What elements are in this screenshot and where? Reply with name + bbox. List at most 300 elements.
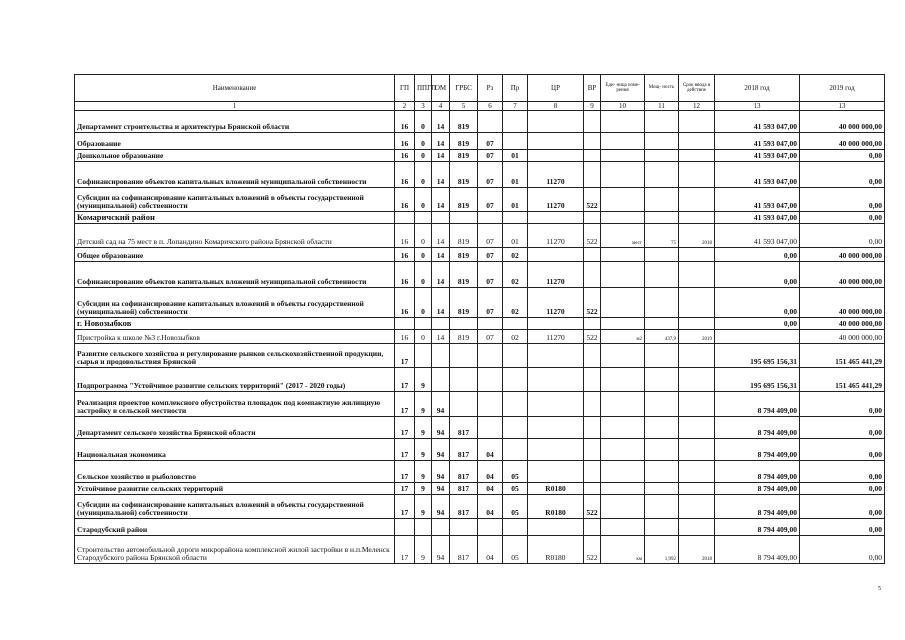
cell-2019: 40 000 000,00 (800, 248, 885, 262)
table-row (75, 368, 885, 392)
cell-2018: 41 593 047,00 (715, 224, 800, 248)
cell-2019: 0,00 (800, 150, 885, 162)
cell-om: 94 (432, 495, 450, 519)
cell-unit: км (601, 536, 645, 564)
cell-capacity (645, 368, 679, 392)
cell-vr: 522 (584, 188, 601, 212)
cell-pr: 05 (503, 483, 528, 495)
cell-unit (601, 111, 645, 133)
cell-om: 14 (432, 111, 450, 133)
cell-unit (601, 162, 645, 188)
cell-2018: 41 593 047,00 (715, 188, 800, 212)
header-number: 3 (415, 102, 432, 111)
cell-grbs (450, 368, 478, 392)
cell-term (679, 162, 715, 188)
cell-cr: 11270 (528, 162, 584, 188)
cell-pr: 01 (503, 224, 528, 248)
cell-cr: 11270 (528, 288, 584, 318)
cell-pr (503, 392, 528, 417)
cell-name: Стародубский район (75, 519, 395, 536)
cell-vr (584, 483, 601, 495)
cell-2018: 41 593 047,00 (715, 111, 800, 133)
cell-unit (601, 417, 645, 439)
cell-term (679, 212, 715, 224)
cell-grbs: 819 (450, 162, 478, 188)
cell-2018: 41 593 047,00 (715, 150, 800, 162)
cell-pr (503, 439, 528, 461)
cell-unit (601, 318, 645, 330)
header-capacity: Мощ- ность (645, 75, 679, 102)
cell-vr (584, 344, 601, 368)
cell-capacity: 75 (645, 224, 679, 248)
cell-om: 14 (432, 162, 450, 188)
cell-unit (601, 519, 645, 536)
cell-gp (395, 318, 415, 330)
cell-vr: 522 (584, 495, 601, 519)
cell-term (679, 417, 715, 439)
cell-vr (584, 417, 601, 439)
table-row (75, 495, 885, 519)
cell-gp: 17 (395, 461, 415, 483)
cell-om (432, 344, 450, 368)
cell-pr: 01 (503, 188, 528, 212)
cell-vr (584, 111, 601, 133)
cell-cr (528, 150, 584, 162)
cell-2019: 40 000 000,00 (800, 111, 885, 133)
cell-gp: 16 (395, 224, 415, 248)
cell-term (679, 519, 715, 536)
cell-grbs: 819 (450, 150, 478, 162)
header-number: 10 (601, 102, 645, 111)
header-number: 11 (645, 102, 679, 111)
table-row (75, 288, 885, 318)
header-grbs: ГРБС (450, 75, 478, 102)
table-row (75, 330, 885, 344)
cell-term (679, 111, 715, 133)
cell-name: Комаричский район (75, 212, 395, 224)
cell-ppgp: 0 (415, 248, 432, 262)
cell-ppgp (415, 318, 432, 330)
cell-pr: 02 (503, 248, 528, 262)
cell-om: 14 (432, 262, 450, 288)
header-pr: Пр (503, 75, 528, 102)
cell-rz: 04 (478, 536, 503, 564)
cell-ppgp: 0 (415, 150, 432, 162)
cell-name: Подпрограмма "Устойчивое развитие сельских территорий" (2017 - 2020 годы) (75, 368, 395, 392)
cell-vr (584, 162, 601, 188)
cell-term (679, 262, 715, 288)
cell-2018: 41 593 047,00 (715, 162, 800, 188)
cell-grbs: 819 (450, 224, 478, 248)
cell-rz: 07 (478, 224, 503, 248)
cell-2019: 0,00 (800, 188, 885, 212)
cell-cr (528, 248, 584, 262)
header-row (75, 75, 885, 102)
cell-pr: 05 (503, 536, 528, 564)
header-2018: 2018 год (715, 75, 800, 102)
table-row (75, 111, 885, 133)
cell-rz: 07 (478, 150, 503, 162)
cell-term (679, 248, 715, 262)
cell-vr (584, 392, 601, 417)
cell-pr (503, 519, 528, 536)
cell-name: г. Новозыбков (75, 318, 395, 330)
table-row (75, 162, 885, 188)
cell-capacity (645, 439, 679, 461)
cell-grbs (450, 344, 478, 368)
cell-name: Строительство автомобильной дороги микрорайона комплексной жилой застройки в н.п.Меленск Стародубского района Брянской области (75, 536, 395, 564)
cell-term: 2018 (679, 536, 715, 564)
cell-2019: 0,00 (800, 392, 885, 417)
cell-pr (503, 417, 528, 439)
cell-2018: 195 695 156,31 (715, 344, 800, 368)
cell-om: 94 (432, 461, 450, 483)
cell-2018: 8 794 409,00 (715, 536, 800, 564)
cell-rz (478, 519, 503, 536)
cell-unit (601, 188, 645, 212)
cell-capacity (645, 495, 679, 519)
cell-gp (395, 519, 415, 536)
cell-gp: 17 (395, 368, 415, 392)
cell-term (679, 461, 715, 483)
cell-cr (528, 439, 584, 461)
cell-ppgp: 9 (415, 368, 432, 392)
cell-om: 94 (432, 439, 450, 461)
cell-name: Сельское хозяйство и рыболовство (75, 461, 395, 483)
cell-2018 (715, 330, 800, 344)
cell-grbs: 817 (450, 439, 478, 461)
cell-grbs (450, 392, 478, 417)
cell-cr: 11270 (528, 224, 584, 248)
cell-capacity: 437,9 (645, 330, 679, 344)
table-row (75, 212, 885, 224)
cell-pr: 01 (503, 150, 528, 162)
cell-unit (601, 133, 645, 150)
cell-ppgp: 0 (415, 330, 432, 344)
table-row (75, 461, 885, 483)
cell-cr: 11270 (528, 262, 584, 288)
cell-ppgp (415, 212, 432, 224)
cell-rz (478, 111, 503, 133)
cell-rz: 07 (478, 188, 503, 212)
cell-rz: 07 (478, 330, 503, 344)
cell-2019: 151 465 441,29 (800, 344, 885, 368)
header-number: 13 (715, 102, 800, 111)
cell-2018: 0,00 (715, 262, 800, 288)
cell-unit (601, 439, 645, 461)
cell-vr: 522 (584, 536, 601, 564)
cell-gp: 17 (395, 392, 415, 417)
cell-2018: 0,00 (715, 288, 800, 318)
cell-gp: 16 (395, 188, 415, 212)
cell-om (432, 368, 450, 392)
header-number: 4 (432, 102, 450, 111)
cell-name: Департамент сельского хозяйства Брянской области (75, 417, 395, 439)
cell-2018: 0,00 (715, 318, 800, 330)
header-cr: ЦР (528, 75, 584, 102)
cell-term (679, 150, 715, 162)
cell-2019: 0,00 (800, 495, 885, 519)
cell-vr (584, 248, 601, 262)
table-row (75, 133, 885, 150)
cell-grbs: 817 (450, 483, 478, 495)
cell-2018: 8 794 409,00 (715, 461, 800, 483)
cell-ppgp: 0 (415, 188, 432, 212)
cell-grbs: 819 (450, 288, 478, 318)
cell-2018: 41 593 047,00 (715, 212, 800, 224)
cell-2019: 40 000 000,00 (800, 318, 885, 330)
cell-rz: 04 (478, 439, 503, 461)
cell-capacity (645, 111, 679, 133)
cell-pr: 02 (503, 288, 528, 318)
cell-unit (601, 368, 645, 392)
cell-2018: 8 794 409,00 (715, 495, 800, 519)
cell-ppgp: 0 (415, 162, 432, 188)
cell-gp: 17 (395, 439, 415, 461)
cell-gp: 17 (395, 536, 415, 564)
cell-pr (503, 212, 528, 224)
cell-om: 94 (432, 392, 450, 417)
header-om: ОМ (432, 75, 450, 102)
cell-ppgp: 0 (415, 224, 432, 248)
cell-grbs: 817 (450, 417, 478, 439)
cell-ppgp: 9 (415, 439, 432, 461)
cell-unit: м2 (601, 330, 645, 344)
cell-2019: 0,00 (800, 461, 885, 483)
cell-2018: 8 794 409,00 (715, 417, 800, 439)
table-row (75, 224, 885, 248)
cell-2019: 151 465 441,29 (800, 368, 885, 392)
cell-pr: 01 (503, 162, 528, 188)
cell-term (679, 133, 715, 150)
cell-name: Детский сад на 75 мест в п. Лопандино Комаричского района Брянской области (75, 224, 395, 248)
cell-grbs (450, 318, 478, 330)
cell-cr (528, 392, 584, 417)
cell-pr: 02 (503, 330, 528, 344)
cell-capacity (645, 262, 679, 288)
cell-term (679, 483, 715, 495)
cell-rz (478, 392, 503, 417)
cell-rz: 07 (478, 288, 503, 318)
cell-grbs: 819 (450, 188, 478, 212)
cell-ppgp: 9 (415, 461, 432, 483)
cell-pr (503, 344, 528, 368)
cell-vr: 522 (584, 330, 601, 344)
cell-capacity (645, 133, 679, 150)
cell-name: Субсидии на софинансирование капитальных вложений в объекты государственной (муниципальной) собственности (75, 188, 395, 212)
cell-name: Субсидии на софинансирование капитальных вложений в объекты государственной (муниципальной) собственности (75, 495, 395, 519)
cell-capacity (645, 417, 679, 439)
cell-unit (601, 212, 645, 224)
cell-unit (601, 262, 645, 288)
table-row (75, 536, 885, 564)
cell-unit (601, 288, 645, 318)
cell-term (679, 368, 715, 392)
cell-2019: 40 000 000,00 (800, 133, 885, 150)
cell-gp: 16 (395, 288, 415, 318)
cell-cr (528, 111, 584, 133)
cell-capacity (645, 519, 679, 536)
cell-cr (528, 461, 584, 483)
cell-name: Реализация проектов комплексного обустройства площадок под компактную жилищную застройку в сельской местности (75, 392, 395, 417)
budget-table (74, 74, 885, 564)
cell-om: 14 (432, 150, 450, 162)
cell-unit (601, 392, 645, 417)
cell-grbs: 819 (450, 262, 478, 288)
cell-capacity (645, 162, 679, 188)
cell-grbs (450, 519, 478, 536)
cell-capacity (645, 461, 679, 483)
cell-om: 94 (432, 536, 450, 564)
table-row (75, 188, 885, 212)
cell-gp: 16 (395, 162, 415, 188)
cell-gp: 17 (395, 417, 415, 439)
cell-unit (601, 483, 645, 495)
cell-rz (478, 417, 503, 439)
cell-rz (478, 212, 503, 224)
cell-name: Софинансирование объектов капитальных вложений муниципальной собственности (75, 162, 395, 188)
cell-cr (528, 344, 584, 368)
header-gp: ГП (395, 75, 415, 102)
cell-pr: 05 (503, 461, 528, 483)
cell-cr (528, 368, 584, 392)
cell-cr (528, 417, 584, 439)
header-number: 2 (395, 102, 415, 111)
cell-unit (601, 495, 645, 519)
header-number: 5 (450, 102, 478, 111)
cell-gp: 16 (395, 262, 415, 288)
cell-name: Дошкольное образование (75, 150, 395, 162)
cell-capacity (645, 344, 679, 368)
cell-term (679, 439, 715, 461)
cell-rz (478, 318, 503, 330)
cell-capacity (645, 212, 679, 224)
cell-vr: 522 (584, 224, 601, 248)
cell-gp: 16 (395, 248, 415, 262)
cell-grbs: 819 (450, 248, 478, 262)
cell-2019: 0,00 (800, 439, 885, 461)
table-row (75, 519, 885, 536)
table-body (75, 111, 885, 564)
cell-name: Департамент строительства и архитектуры Брянской области (75, 111, 395, 133)
cell-2018: 8 794 409,00 (715, 483, 800, 495)
cell-gp (395, 212, 415, 224)
cell-cr (528, 133, 584, 150)
cell-ppgp (415, 519, 432, 536)
cell-om (432, 519, 450, 536)
header-term: Срок ввода в действие (679, 75, 715, 102)
cell-2019: 0,00 (800, 519, 885, 536)
cell-ppgp: 9 (415, 392, 432, 417)
header-unit: Еди- ница изме- рения (601, 75, 645, 102)
cell-2019: 0,00 (800, 224, 885, 248)
cell-name: Субсидии на софинансирование капитальных вложений в объекты государственной (муниципальной) собственности (75, 288, 395, 318)
header-ppgp: ППГП (415, 75, 432, 102)
cell-2018: 8 794 409,00 (715, 439, 800, 461)
cell-2018: 0,00 (715, 248, 800, 262)
cell-om: 14 (432, 330, 450, 344)
cell-cr: R0180 (528, 483, 584, 495)
cell-ppgp: 0 (415, 288, 432, 318)
cell-om: 14 (432, 133, 450, 150)
cell-pr: 02 (503, 262, 528, 288)
page-number: 5 (878, 586, 881, 592)
cell-name: Софинансирование объектов капитальных вложений муниципальной собственности (75, 262, 395, 288)
cell-rz: 07 (478, 248, 503, 262)
cell-cr (528, 519, 584, 536)
header-rz: Рз (478, 75, 503, 102)
cell-2019: 0,00 (800, 212, 885, 224)
header-vr: ВР (584, 75, 601, 102)
table-row (75, 439, 885, 461)
header-number: 6 (478, 102, 503, 111)
cell-rz: 04 (478, 483, 503, 495)
cell-vr (584, 461, 601, 483)
cell-grbs: 819 (450, 111, 478, 133)
cell-capacity (645, 288, 679, 318)
cell-pr: 05 (503, 495, 528, 519)
cell-cr: R0180 (528, 536, 584, 564)
cell-name: Национальная экономика (75, 439, 395, 461)
header-number: 8 (528, 102, 584, 111)
header-number: 13 (800, 102, 885, 111)
cell-2019: 0,00 (800, 162, 885, 188)
cell-grbs: 817 (450, 495, 478, 519)
cell-cr: R0180 (528, 495, 584, 519)
cell-term (679, 288, 715, 318)
cell-term (679, 495, 715, 519)
header-number: 12 (679, 102, 715, 111)
cell-pr (503, 133, 528, 150)
cell-vr (584, 150, 601, 162)
header-number: 9 (584, 102, 601, 111)
cell-om: 14 (432, 188, 450, 212)
cell-name: Пристройка к школе №3 г.Новозыбков (75, 330, 395, 344)
cell-ppgp: 0 (415, 262, 432, 288)
cell-ppgp (415, 344, 432, 368)
table-row (75, 344, 885, 368)
cell-capacity (645, 188, 679, 212)
cell-om: 14 (432, 224, 450, 248)
cell-cr (528, 318, 584, 330)
cell-pr (503, 111, 528, 133)
cell-2018: 8 794 409,00 (715, 392, 800, 417)
cell-2019: 0,00 (800, 536, 885, 564)
cell-capacity (645, 483, 679, 495)
table-row (75, 262, 885, 288)
cell-gp: 16 (395, 150, 415, 162)
cell-2018: 8 794 409,00 (715, 519, 800, 536)
cell-term (679, 188, 715, 212)
cell-grbs: 819 (450, 133, 478, 150)
cell-ppgp: 0 (415, 133, 432, 150)
cell-vr (584, 318, 601, 330)
cell-om: 14 (432, 288, 450, 318)
cell-term (679, 392, 715, 417)
table-row (75, 318, 885, 330)
cell-term (679, 318, 715, 330)
cell-2019: 40 000 000,00 (800, 330, 885, 344)
cell-name: Развитие сельского хозяйства и регулирование рынков сельскохозяйственной продукции, сырья и продовольствия Брянской (75, 344, 395, 368)
cell-ppgp: 0 (415, 111, 432, 133)
cell-vr (584, 368, 601, 392)
cell-cr: 11270 (528, 330, 584, 344)
cell-vr (584, 519, 601, 536)
cell-ppgp: 9 (415, 417, 432, 439)
budget-table-sheet (74, 74, 884, 564)
cell-gp: 17 (395, 495, 415, 519)
cell-ppgp: 9 (415, 495, 432, 519)
